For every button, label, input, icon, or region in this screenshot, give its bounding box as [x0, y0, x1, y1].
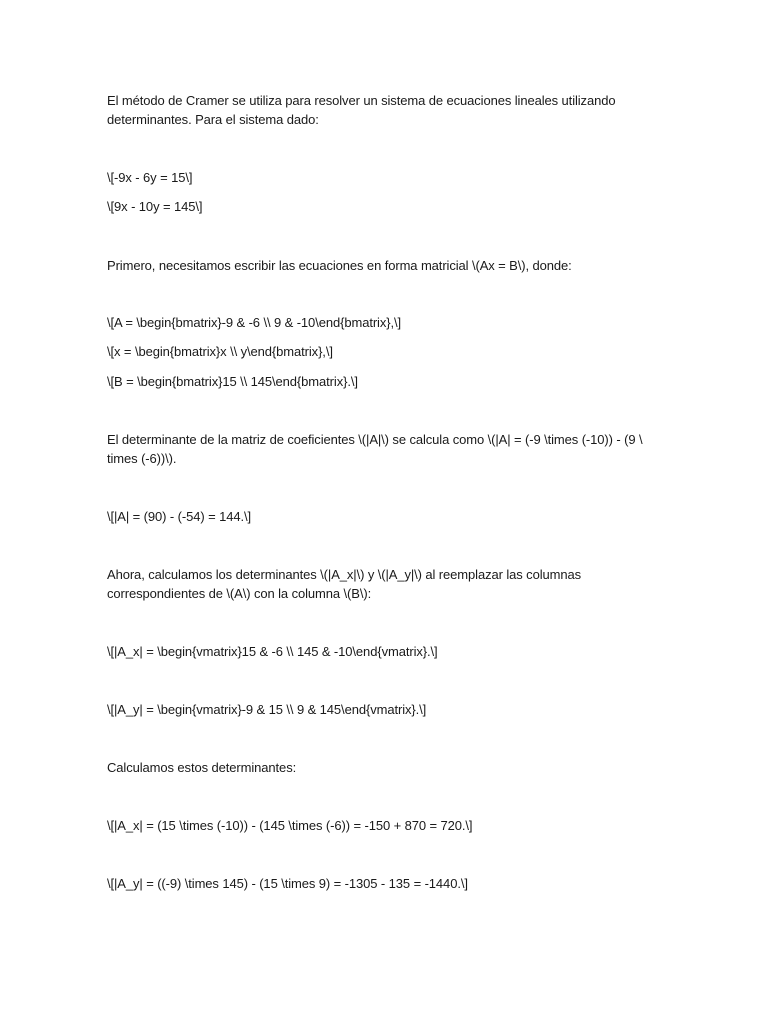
paragraph-matrix-form: Primero, necesitamos escribir las ecuaciones en forma matricial \(Ax = B\), donde:	[107, 258, 572, 273]
determinant-a-result: \[|A| = (90) - (-54) = 144.\]	[107, 509, 252, 524]
paragraph-intro-line-2: determinantes. Para el sistema dado:	[107, 112, 319, 127]
matrix-ay: \[|A_y| = \begin{vmatrix}-9 & 15 \\ 9 & 145\end{vmatrix}.\]	[107, 702, 427, 717]
determinant-ax-result: \[|A_x| = (15 \times (-10)) - (145 \times (-6)) = -150 + 870 = 720.\]	[107, 818, 473, 833]
paragraph-determinant-line-2: times (-6))\).	[107, 451, 177, 466]
vector-b: \[B = \begin{bmatrix}15 \\ 145\end{bmatrix}.\]	[107, 374, 358, 389]
paragraph-determinant-line-1: El determinante de la matriz de coeficientes \(|A|\) se calcula como \(|A| = (-9 \times (-10)) - (9 \	[107, 432, 643, 447]
paragraph-ax-ay-line-1: Ahora, calculamos los determinantes \(|A_x|\) y \(|A_y|\) al reemplazar las columnas	[107, 567, 582, 582]
paragraph-calculate: Calculamos estos determinantes:	[107, 760, 297, 775]
vector-x: \[x = \begin{bmatrix}x \\ y\end{bmatrix},\]	[107, 344, 333, 359]
matrix-ax: \[|A_x| = \begin{vmatrix}15 & -6 \\ 145 & -10\end{vmatrix}.\]	[107, 644, 438, 659]
matrix-a: \[A = \begin{bmatrix}-9 & -6 \\ 9 & -10\end{bmatrix},\]	[107, 315, 402, 330]
equation-1: \[-9x - 6y = 15\]	[107, 170, 193, 185]
paragraph-ax-ay-line-2: correspondientes de \(A\) con la columna \(B\):	[107, 586, 372, 601]
equation-2: \[9x - 10y = 145\]	[107, 199, 203, 214]
paragraph-intro-line-1: El método de Cramer se utiliza para resolver un sistema de ecuaciones lineales utilizando	[107, 93, 616, 108]
determinant-ay-result: \[|A_y| = ((-9) \times 145) - (15 \times 9) = -1305 - 135 = -1440.\]	[107, 876, 468, 891]
